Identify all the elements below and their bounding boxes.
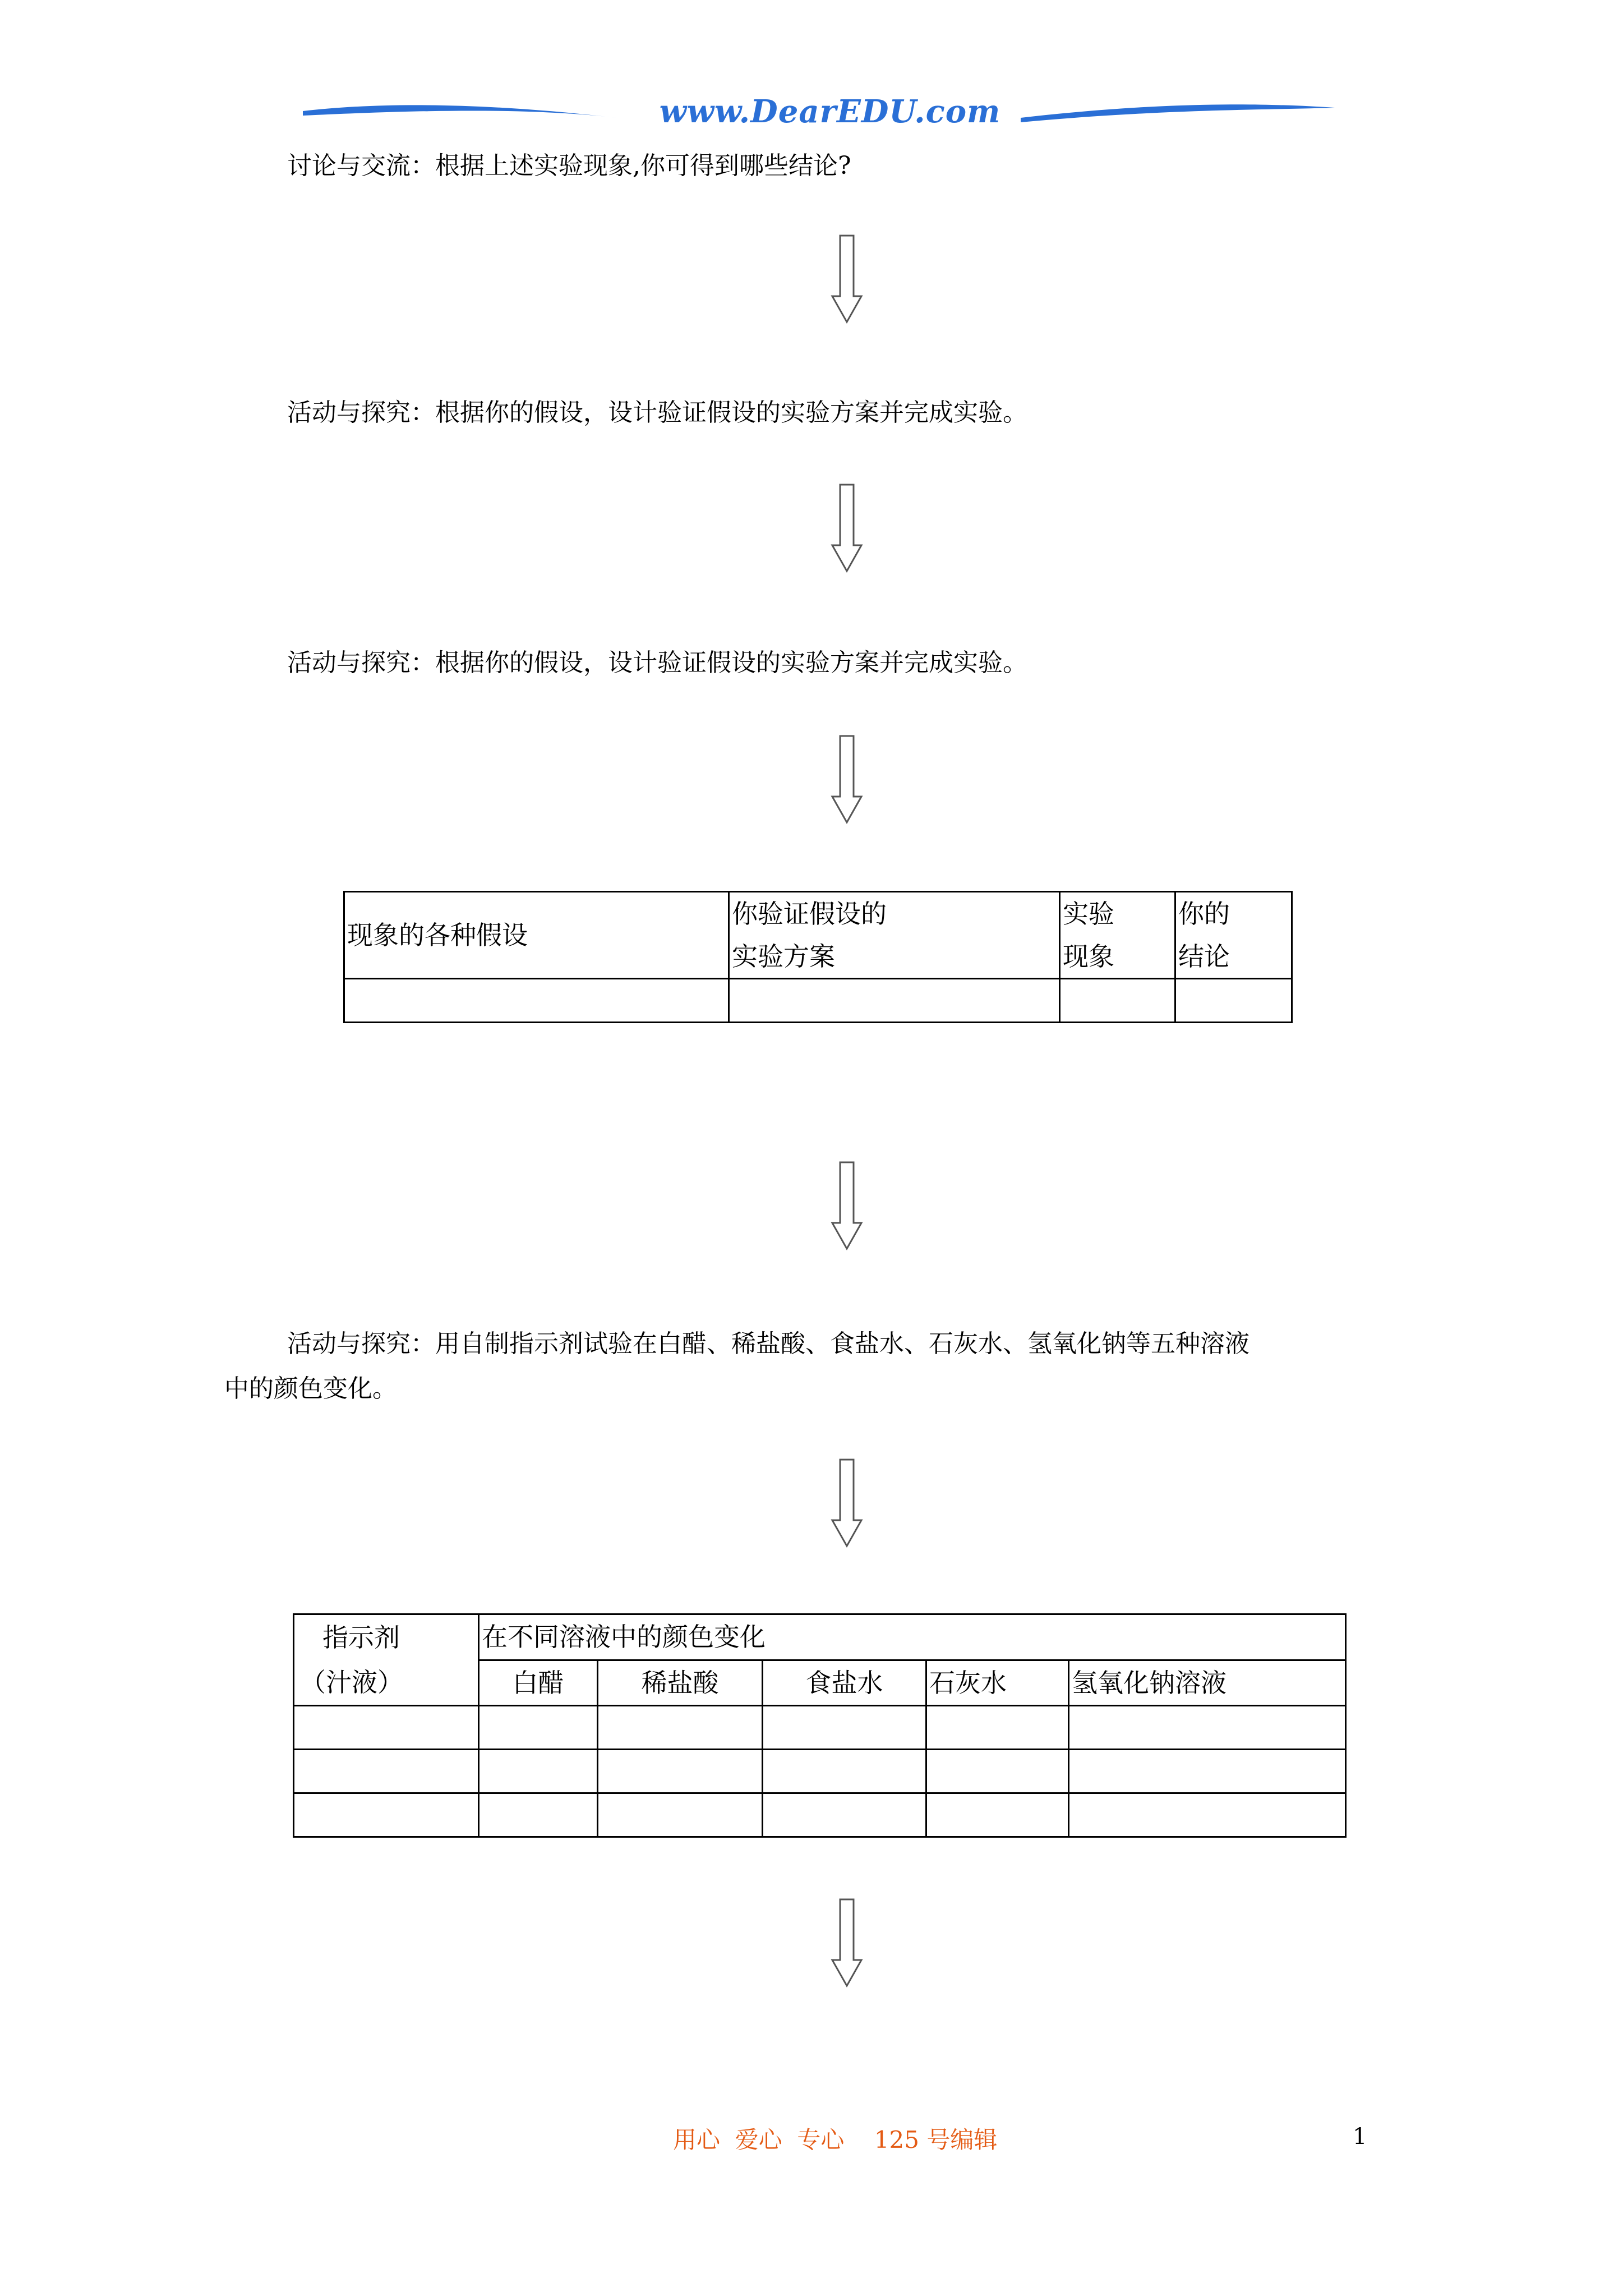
banner-title[interactable]: www.DearEDU.com — [659, 93, 1001, 130]
down-arrow-icon — [830, 234, 864, 324]
table-cell[interactable] — [344, 979, 729, 1023]
table-cell[interactable] — [598, 1793, 763, 1837]
header-solution-saltwater: 食盐水 — [763, 1660, 926, 1706]
table-cell[interactable] — [598, 1706, 763, 1750]
header-banner — [303, 90, 1335, 140]
banner-swoosh-right-icon — [1021, 101, 1335, 129]
footer-text: 用心 爱心 专心 125 号编辑 — [673, 2126, 998, 2154]
table-cell[interactable] — [479, 1793, 598, 1837]
header-plan: 你验证假设的 实验方案 — [729, 892, 1060, 979]
hypothesis-table — [343, 891, 1293, 1023]
table-cell[interactable] — [763, 1706, 926, 1750]
down-arrow-icon — [830, 1458, 864, 1548]
header-hypotheses: 现象的各种假设 — [344, 892, 729, 979]
table-cell[interactable] — [1069, 1793, 1346, 1837]
paragraph-activity-1: 活动与探究：根据你的假设，设计验证假设的实验方案并完成实验。 — [287, 398, 1027, 427]
down-arrow-icon — [830, 484, 864, 573]
table-cell[interactable] — [1069, 1750, 1346, 1793]
paragraph-activity-2: 活动与探究：根据你的假设，设计验证假设的实验方案并完成实验。 — [287, 648, 1027, 677]
header-indicator: 指示剂 （汁液） — [294, 1614, 479, 1706]
header-conclusion: 你的 结论 — [1175, 892, 1292, 979]
table-cell[interactable] — [479, 1706, 598, 1750]
indicator-table — [293, 1613, 1347, 1838]
page-number: 1 — [1353, 2124, 1367, 2150]
down-arrow-icon — [830, 735, 864, 825]
table-cell[interactable] — [294, 1750, 479, 1793]
table-cell[interactable] — [294, 1793, 479, 1837]
table-cell[interactable] — [1060, 979, 1175, 1023]
table-cell[interactable] — [926, 1793, 1069, 1837]
header-solution-dilute-hcl: 稀盐酸 — [598, 1660, 763, 1706]
table-cell[interactable] — [598, 1750, 763, 1793]
paragraph-activity-3-line1: 活动与探究：用自制指示剂试验在白醋、稀盐酸、食盐水、石灰水、氢氧化钠等五种溶液 — [287, 1329, 1249, 1358]
table-cell[interactable] — [763, 1750, 926, 1793]
table-cell[interactable] — [479, 1750, 598, 1793]
table-cell[interactable] — [1175, 979, 1292, 1023]
header-phenomenon: 实验 现象 — [1060, 892, 1175, 979]
table-cell[interactable] — [729, 979, 1060, 1023]
table-cell[interactable] — [1069, 1706, 1346, 1750]
paragraph-activity-3-line2: 中的颜色变化。 — [224, 1374, 397, 1403]
table-cell[interactable] — [926, 1750, 1069, 1793]
down-arrow-icon — [830, 1898, 864, 1988]
banner-swoosh-left-icon — [303, 101, 617, 129]
down-arrow-icon — [830, 1161, 864, 1251]
header-solution-naoh: 氢氧化钠溶液 — [1069, 1660, 1346, 1706]
header-color-change: 在不同溶液中的颜色变化 — [479, 1614, 1346, 1660]
paragraph-discussion: 讨论与交流：根据上述实验现象,你可得到哪些结论? — [287, 151, 851, 180]
header-solution-vinegar: 白醋 — [479, 1660, 598, 1706]
header-solution-limewater: 石灰水 — [926, 1660, 1069, 1706]
table-cell[interactable] — [926, 1706, 1069, 1750]
table-cell[interactable] — [763, 1793, 926, 1837]
table-cell[interactable] — [294, 1706, 479, 1750]
